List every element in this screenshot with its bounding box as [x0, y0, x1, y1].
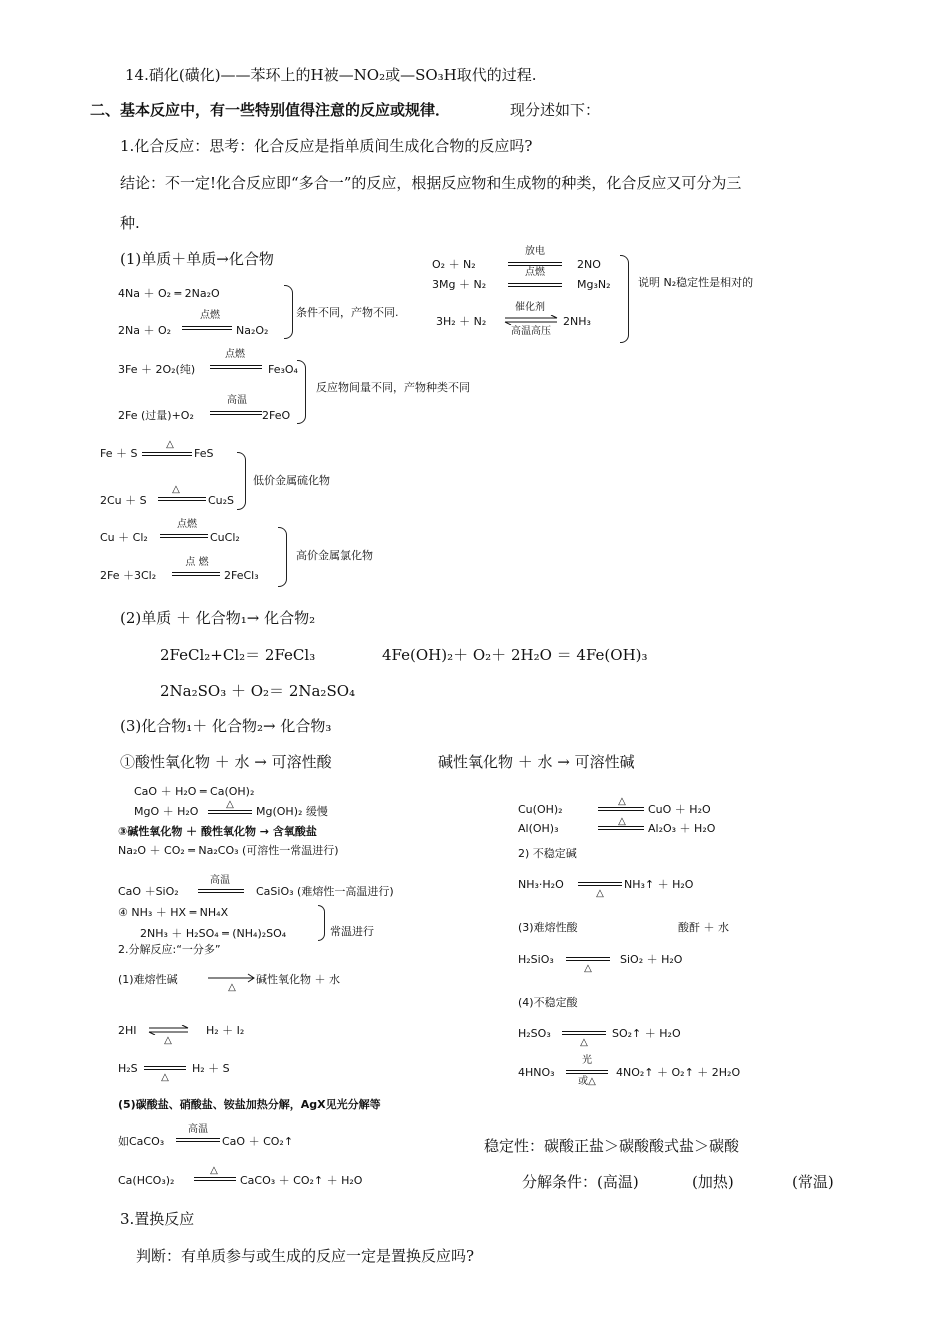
eq-aloh3-right: Al₂O₃ ＋ H₂O — [648, 822, 716, 835]
eq-hno3-heat: 或△ — [578, 1076, 596, 1087]
eq-cao-sio2-arrow — [198, 889, 244, 893]
eq-nh3-synthesis-right: 2NH₃ — [563, 315, 591, 328]
eq-hno3-arrow — [566, 1070, 608, 1074]
eq-cu-s-arrow — [158, 497, 206, 501]
eq-cao-sio2-condition: 高温 — [210, 875, 230, 886]
eq-mgo-h2o-delta: △ — [226, 799, 234, 810]
eq-na-o2-burn-right: Na₂O₂ — [236, 324, 269, 337]
eq-na2o-co2: Na₂O ＋ CO₂ ═ Na₂CO₃ (可溶性一常温进行) — [118, 844, 339, 857]
eq-mg-n2-condition: 点燃 — [525, 267, 545, 278]
decomp-4-unstable-acid: (4)不稳定酸 — [518, 996, 578, 1009]
eq-mg-n2-left: 3Mg ＋ N₂ — [432, 278, 487, 291]
brace-na-group — [284, 285, 293, 339]
eq-o2-n2-condition: 放电 — [525, 246, 545, 257]
decomp-3-products: 酸酐 ＋ 水 — [678, 921, 729, 934]
eq-fe-s-right: FeS — [194, 447, 214, 460]
eq-aloh3-arrow — [598, 826, 644, 830]
eq-cao-sio2-right: CaSiO₃ (难熔性一高温进行) — [256, 885, 394, 898]
item-4-nh3-h2so4: 2NH₃ ＋ H₂SO₄ ═ (NH₄)₂SO₄ — [140, 927, 287, 940]
subtype-2-heading: (2)单质 ＋ 化合物₁→ 化合物₂ — [120, 609, 316, 627]
brace-nh3-group — [318, 905, 325, 941]
eq-fe-excess-right: 2FeO — [262, 409, 291, 422]
eq-h2s-arrow — [144, 1066, 186, 1070]
eq-cahco3-left: Ca(HCO₃)₂ — [118, 1174, 175, 1187]
eq-fe-s-left: Fe ＋ S — [100, 447, 138, 460]
eq-h2so3-left: H₂SO₃ — [518, 1027, 551, 1040]
eq-nh3h2o-left: NH₃·H₂O — [518, 878, 564, 891]
eq-cu-cl2-arrow — [160, 534, 208, 538]
eq-h2s-right: H₂ ＋ S — [192, 1062, 230, 1075]
eq-fe-excess-condition: 高温 — [227, 395, 247, 406]
carbonate-stability: 稳定性：碳酸正盐＞碳酸酸式盐＞碳酸 — [484, 1137, 740, 1155]
conclusion-line-1: 结论：不一定!化合反应即“多合一”的反应，根据反应物和生成物的种类，化合反应又可分为三 — [120, 174, 742, 192]
decomp-1-insoluble-base: (1)难熔性碱 — [118, 973, 178, 986]
eq-feoh2-o2: 4Fe(OH)₂＋ O₂＋ 2H₂O ＝ 4Fe(OH)₃ — [382, 646, 648, 664]
eq-cuoh2-delta: △ — [618, 796, 626, 807]
eq-nh3h2o-delta: △ — [596, 888, 604, 899]
item-4-nh3-hx: ④ NH₃ ＋ HX ═ NH₄X — [118, 906, 229, 919]
decomp-1-delta: △ — [228, 982, 236, 993]
eq-hno3-light: 光 — [582, 1055, 592, 1066]
eq-mgo-h2o-left: MgO ＋ H₂O — [134, 805, 199, 818]
eq-hi-left: 2HI — [118, 1024, 137, 1037]
eq-nh3h2o-arrow — [578, 882, 622, 886]
eq-h2so3-delta: △ — [580, 1037, 588, 1048]
eq-fe-o2-pure-left: 3Fe ＋ 2O₂(纯) — [118, 363, 196, 376]
eq-hno3-right: 4NO₂↑ ＋ O₂↑ ＋ 2H₂O — [616, 1066, 741, 1079]
eq-fe-excess-left: 2Fe (过量)+O₂ — [118, 409, 194, 422]
eq-h2s-delta: △ — [161, 1072, 169, 1083]
combination-question: 1.化合反应：思考：化合反应是指单质间生成化合物的反应吗? — [120, 137, 533, 155]
eq-fe-s-arrow — [142, 452, 192, 456]
eq-na-o2-burn-arrow — [182, 326, 232, 330]
eq-cu-cl2-right: CuCl₂ — [210, 531, 240, 544]
conclusion-line-2: 种. — [120, 214, 140, 232]
eq-mg-n2-arrow — [508, 283, 562, 287]
eq-h2so3-arrow — [562, 1031, 606, 1035]
decomp-3-insoluble-acid: (3)难熔性酸 — [518, 921, 578, 934]
eq-fe-excess-arrow — [210, 411, 262, 415]
decomposition-conditions: 分解条件：(高温) — [522, 1173, 639, 1191]
eq-o2-n2-left: O₂ ＋ N₂ — [432, 258, 476, 271]
eq-na2so3-o2: 2Na₂SO₃ ＋ O₂＝ 2Na₂SO₄ — [160, 682, 356, 700]
eq-cu-cl2-condition: 点燃 — [177, 519, 197, 530]
subtype-3-heading: (3)化合物₁＋ 化合物₂→ 化合物₃ — [120, 717, 332, 735]
eq-o2-n2-right: 2NO — [577, 258, 601, 271]
eq-cu-s-delta: △ — [172, 484, 180, 495]
brace-n2-group — [620, 255, 629, 343]
eq-h2so3-right: SO₂↑ ＋ H₂O — [612, 1027, 681, 1040]
note-na-conditions: 条件不同，产物不同. — [296, 306, 399, 319]
eq-hno3-left: 4HNO₃ — [518, 1066, 555, 1079]
eq-nh3-catalyst: 催化剂 — [515, 302, 545, 313]
eq-nh3h2o-right: NH₃↑ ＋ H₂O — [624, 878, 694, 891]
reversible-arrow-icon — [148, 1025, 190, 1035]
subtype-1-heading: (1)单质＋单质→化合物 — [120, 250, 274, 268]
eq-mg-n2-right: Mg₃N₂ — [577, 278, 611, 291]
eq-o2-n2-arrow — [508, 262, 562, 266]
eq-fe-s-delta: △ — [166, 439, 174, 450]
eq-caco3-arrow — [176, 1138, 220, 1142]
eq-caco3-right: CaO ＋ CO₂↑ — [222, 1135, 294, 1148]
brace-fe-group — [297, 360, 306, 424]
eq-cuoh2-arrow — [598, 807, 644, 811]
note-high-valence-chloride: 高价金属氯化物 — [296, 549, 373, 562]
eq-mgo-h2o-arrow — [208, 810, 252, 814]
decomp-1-products: 碱性氧化物 ＋ 水 — [256, 973, 340, 986]
eq-fe-cl2-right: 2FeCl₃ — [224, 569, 259, 582]
section-3-heading: 3.置换反应 — [120, 1210, 195, 1228]
eq-fe-o2-pure-arrow — [210, 365, 262, 369]
eq-h2sio3-left: H₂SiO₃ — [518, 953, 554, 966]
substitution-question: 判断：有单质参与或生成的反应一定是置换反应吗? — [136, 1247, 475, 1265]
condition-room-temp: (常温) — [792, 1173, 834, 1191]
eq-fe-cl2-condition: 点 燃 — [185, 557, 209, 568]
eq-cuoh2-right: CuO ＋ H₂O — [648, 803, 711, 816]
eq-cao-h2o: CaO ＋ H₂O ═ Ca(OH)₂ — [134, 785, 255, 798]
eq-h2s-left: H₂S — [118, 1062, 138, 1075]
eq-aloh3-left: Al(OH)₃ — [518, 822, 559, 835]
eq-cahco3-delta: △ — [210, 1165, 218, 1176]
eq-na-o2-burn-left: 2Na ＋ O₂ — [118, 324, 172, 337]
eq-cahco3-right: CaCO₃ ＋ CO₂↑ ＋ H₂O — [240, 1174, 363, 1187]
note-n2-stability: 说明 N₂稳定性是相对的 — [638, 276, 754, 289]
brace-chloride-group — [278, 527, 287, 587]
note-room-temperature: 常温进行 — [330, 925, 374, 938]
decomp-5-salts: (5)碳酸盐、硝酸盐、铵盐加热分解，AgX见光分解等 — [118, 1098, 381, 1111]
eq-hi-delta: △ — [164, 1035, 172, 1046]
eq-h2sio3-right: SiO₂ ＋ H₂O — [620, 953, 683, 966]
eq-fe-cl2-arrow — [172, 572, 220, 576]
eq-mgo-h2o-right: Mg(OH)₂ 缓慢 — [256, 805, 328, 818]
eq-nh3-synthesis-left: 3H₂ ＋ N₂ — [436, 315, 487, 328]
eq-na-o2-burn-condition: 点燃 — [200, 310, 220, 321]
acid-oxide-rule: ①酸性氧化物 ＋ 水 → 可溶性酸 — [120, 753, 332, 771]
note-low-valence-sulfide: 低价金属硫化物 — [253, 474, 330, 487]
section-2-heading: 二、基本反应中，有一些特别值得注意的反应或规律． — [90, 101, 451, 119]
eq-cahco3-arrow — [194, 1177, 236, 1181]
decomposition-heading: 2.分解反应:“一分多” — [118, 943, 221, 956]
eq-caco3-condition: 高温 — [188, 1124, 208, 1135]
reversible-arrow-icon — [503, 315, 559, 325]
decomp-2-unstable-base: 2) 不稳定碱 — [518, 847, 577, 860]
eq-na-o2-room: 4Na ＋ O₂ ═ 2Na₂O — [118, 287, 220, 300]
item-3-oxide-salt: ③碱性氧化物 ＋ 酸性氧化物 → 含氧酸盐 — [118, 825, 317, 838]
eq-fe-cl2-left: 2Fe ＋3Cl₂ — [100, 569, 157, 582]
eq-h2sio3-arrow — [566, 957, 610, 961]
eq-h2sio3-delta: △ — [584, 963, 592, 974]
eq-cu-s-left: 2Cu ＋ S — [100, 494, 147, 507]
eq-cuoh2-left: Cu(OH)₂ — [518, 803, 563, 816]
condition-heating: (加热) — [692, 1173, 734, 1191]
item-14-nitration: 14.硝化(磺化)——苯环上的H被—NO₂或—SO₃H取代的过程. — [125, 66, 537, 84]
eq-hi-right: H₂ ＋ I₂ — [206, 1024, 245, 1037]
section-2-heading-tail: 现分述如下： — [510, 101, 601, 119]
brace-sulfide-group — [237, 452, 246, 510]
eq-fe-o2-pure-condition: 点燃 — [225, 349, 245, 360]
eq-cao-sio2-left: CaO ＋SiO₂ — [118, 885, 179, 898]
eq-aloh3-delta: △ — [618, 816, 626, 827]
eq-fecl2-cl2: 2FeCl₂+Cl₂＝ 2FeCl₃ — [160, 646, 316, 664]
eq-caco3-left: 如CaCO₃ — [118, 1135, 165, 1148]
eq-fe-o2-pure-right: Fe₃O₄ — [268, 363, 298, 376]
basic-oxide-rule: 碱性氧化物 ＋ 水 → 可溶性碱 — [438, 753, 635, 771]
eq-cu-cl2-left: Cu ＋ Cl₂ — [100, 531, 148, 544]
eq-nh3-conditions: 高温高压 — [511, 326, 551, 337]
note-fe-amounts: 反应物间量不同，产物种类不同 — [316, 381, 470, 394]
eq-cu-s-right: Cu₂S — [208, 494, 235, 507]
